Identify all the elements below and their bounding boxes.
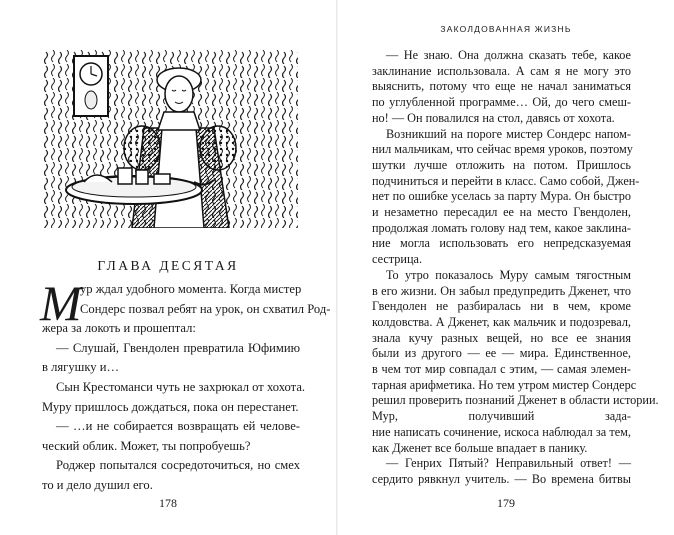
- text-line: тарная арифметика. Но тем утром мистер Сондерс: [372, 377, 637, 392]
- text-line: Муру пришлось дождаться, пока он перестанет.: [42, 399, 299, 414]
- text-line: нет по ошибке уселась за парту Мура. Он быстро: [372, 189, 631, 204]
- text-line: были из другого — ее — мира. Единственное,: [372, 346, 631, 361]
- running-head: ЗАКОЛДОВАННАЯ ЖИЗНЬ: [440, 24, 572, 34]
- chapter-illustration: [44, 50, 298, 228]
- right-page: [338, 0, 674, 535]
- text-line: как Дженет все больше впадает в панику.: [372, 440, 588, 455]
- text-line: Роджер попытался сосредоточиться, но смех: [56, 458, 300, 473]
- page-number-left: 178: [159, 496, 177, 510]
- text-line: сестрица.: [372, 252, 423, 267]
- left-page: [0, 0, 336, 535]
- maid-with-tray-illustration: [44, 50, 298, 228]
- text-line: — …и не собирается возвращать ей челове-: [56, 419, 300, 434]
- text-line: и незаметно пересадил ее на место Гвендолен,: [372, 205, 631, 220]
- text-line: нил мальчикам, что сейчас время уроков, поэтому: [372, 142, 633, 157]
- text-line: Гвендолен не разбиралась ни в чем, кроме: [372, 299, 631, 314]
- text-line: ческий облик. Может, ты попробуешь?: [42, 438, 251, 453]
- text-line: в его жизни. Он забыл предупредить Дженет, что: [372, 283, 631, 298]
- text-line: шутки лучше отложить на потом. Пришлось: [372, 157, 631, 172]
- text-line: но! — Он повалился на стол, давясь от хохота.: [372, 110, 615, 125]
- text-line: Мур, получивший зада-: [372, 409, 631, 424]
- text-line: ние написать сочинение, искоса наблюдал за тем,: [372, 424, 631, 439]
- text-line: — Генрих Пятый? Неправильный ответ! —: [386, 456, 631, 471]
- text-line: в лягушку и…: [42, 360, 120, 375]
- text-line: — Слушай, Гвендолен превратила Юфимию: [56, 340, 300, 355]
- right-page-text: [372, 48, 659, 488]
- chapter-title: ГЛАВА ДЕСЯТАЯ: [97, 258, 239, 273]
- text-line: — Не знаю. Она должна сказать тебе, какое: [386, 48, 631, 62]
- text-line: Сондерс позвал ребят на урок, он схватил Род-: [80, 301, 331, 316]
- left-page-text: [40, 275, 331, 496]
- text-line: решил проверить познаний Дженет в области истории.: [372, 393, 659, 408]
- text-line: в чем тот мир совпадал с этим, — самая элемен-: [372, 362, 631, 377]
- text-line: жера за локоть и прошептал:: [42, 321, 196, 336]
- text-line: подчиниться и перейти в класс. Само собой, Джен-: [372, 173, 640, 188]
- text-line: То утро показалось Муру самым тягостным: [386, 267, 631, 282]
- text-line: ур ждал удобного момента. Когда мистер: [80, 282, 302, 296]
- text-line: Возникший на пороге мистер Сондерс напом-: [386, 126, 631, 141]
- text-line: Сын Крестоманси чуть не захрюкал от хохота.: [56, 379, 306, 394]
- text-line: по углубленной программе… Ой, до чего смеш-: [372, 95, 631, 110]
- text-line: сердито рявкнул учитель. — Во времена битвы: [372, 471, 631, 486]
- text-line: заклинание использовала. А сам я не могу это: [372, 63, 631, 78]
- text-line: колдовства. А Дженет, как мальчик и подозревал,: [372, 314, 631, 329]
- text-line: то и дело душил его.: [42, 477, 153, 492]
- drop-cap: М: [40, 275, 82, 331]
- text-line: ние могла использовать его непредсказуемая: [372, 236, 631, 251]
- text-line: знала кучу разных вещей, но все ее знания: [372, 330, 631, 345]
- text-line: продолжая ломать голову над тем, какое заклина-: [372, 220, 631, 235]
- text-line: выяснить, потому что еще не начал заниматься: [372, 79, 631, 94]
- page-number-right: 179: [497, 496, 515, 510]
- first-paragraph: [40, 275, 331, 339]
